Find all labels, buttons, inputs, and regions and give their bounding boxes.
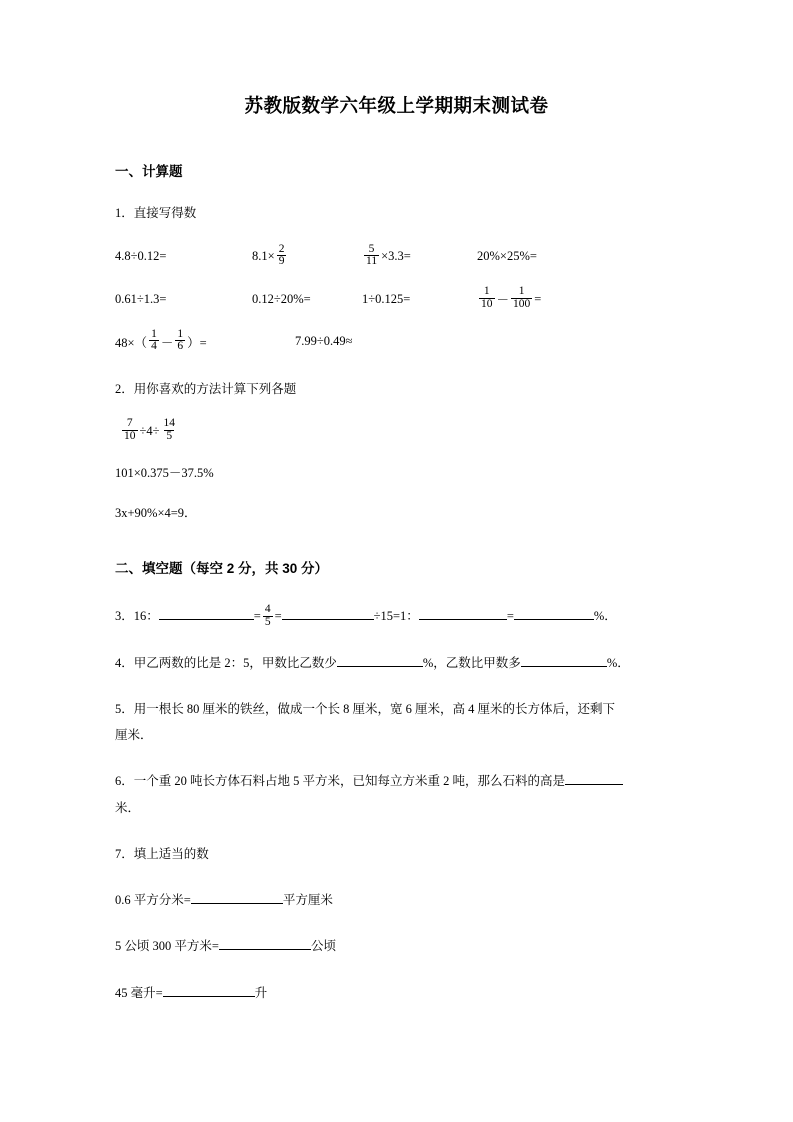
- answer-blank[interactable]: [565, 784, 623, 785]
- q1-item-d: 20%×25%=: [477, 249, 537, 264]
- section-heading-fill-in-blank: 二、填空题（每空 2 分，共 30 分）: [115, 561, 329, 577]
- question-2-item-a: $\frac{7}{10}$ ÷4÷ $\frac{14}{5}$: [124, 416, 175, 442]
- question-4: 4．甲乙两数的比是 2：5，甲数比乙数少 %，乙数比甲数多 %．: [115, 655, 630, 670]
- question-7-label: 7．填上适当的数: [115, 846, 209, 861]
- q1-item-g: 1÷0.125=: [362, 291, 411, 306]
- fraction: $\frac{7}{10}$: [124, 416, 136, 442]
- fraction: $\frac{1}{6}$: [177, 327, 184, 353]
- page-title: 苏教版数学六年级上学期期末测试卷: [244, 95, 549, 116]
- question-3: 3．16： = $\frac{4}{5}$ = ÷15=1： = %．: [115, 603, 617, 628]
- q1-item-j: 7.99÷0.49≈: [295, 334, 353, 349]
- question-6: 6．一个重 20 吨长方体石料占地 5 平方米，已知每立方米重 2 吨，那么石料的高是 米．: [115, 768, 678, 821]
- answer-blank[interactable]: [159, 619, 254, 620]
- answer-blank[interactable]: [219, 949, 311, 950]
- q1-item-a: 4.8÷0.12=: [115, 249, 167, 264]
- question-1-row-3: [115, 327, 678, 354]
- answer-blank[interactable]: [282, 619, 374, 620]
- fraction: $\frac{5}{11}$: [366, 242, 378, 268]
- q1-item-e: 0.61÷1.3=: [115, 291, 167, 306]
- question-2-item-b: 101×0.375－37.5%: [115, 466, 214, 481]
- answer-blank[interactable]: [337, 666, 423, 667]
- question-2-item-c: 3x+90%×4=9．: [115, 506, 197, 521]
- question-7-item-c: 45 毫升= 升: [115, 985, 268, 1000]
- q1-item-b: 8.1× $\frac{2}{9}$: [252, 242, 285, 268]
- answer-blank[interactable]: [191, 903, 283, 904]
- q1-item-h: $\frac{1}{10}$ － $\frac{1}{100}$ =: [481, 285, 542, 310]
- answer-blank[interactable]: [514, 619, 594, 620]
- q1-item-f: 0.12÷20%=: [252, 291, 311, 306]
- section-heading-calculation: 一、计算题: [115, 164, 183, 179]
- question-1-row-2: [115, 287, 678, 311]
- answer-blank[interactable]: [163, 996, 255, 997]
- fraction: $\frac{14}{5}$: [163, 416, 175, 442]
- fraction: $\frac{4}{5}$: [264, 603, 271, 628]
- fraction: $\frac{2}{9}$: [278, 242, 285, 268]
- answer-blank[interactable]: [521, 666, 607, 667]
- fraction: $\frac{1}{10}$: [481, 285, 493, 310]
- question-7-item-a: 0.6 平方分米= 平方厘米: [115, 893, 333, 908]
- question-1-row-1: [115, 242, 678, 269]
- q1-item-i: 48×（ $\frac{1}{4}$ － $\frac{1}{6}$ ）=: [115, 327, 207, 353]
- answer-blank[interactable]: [419, 619, 507, 620]
- question-5: 5．用一根长 80 厘米的铁丝，做成一个长 8 厘米，宽 6 厘米，高 4 厘米的长方体后，还剩下 厘米．: [115, 701, 616, 743]
- fraction: $\frac{1}{4}$: [151, 327, 157, 353]
- q1-item-c: $\frac{5}{11}$ ×3.3=: [366, 242, 411, 268]
- fraction: $\frac{1}{100}$: [513, 285, 531, 310]
- question-1-label: 1．直接写得数: [115, 206, 197, 220]
- question-7-item-b: 5 公顷 300 平方米= 公顷: [115, 939, 336, 954]
- question-2-label: 2．用你喜欢的方法计算下列各题: [115, 382, 297, 397]
